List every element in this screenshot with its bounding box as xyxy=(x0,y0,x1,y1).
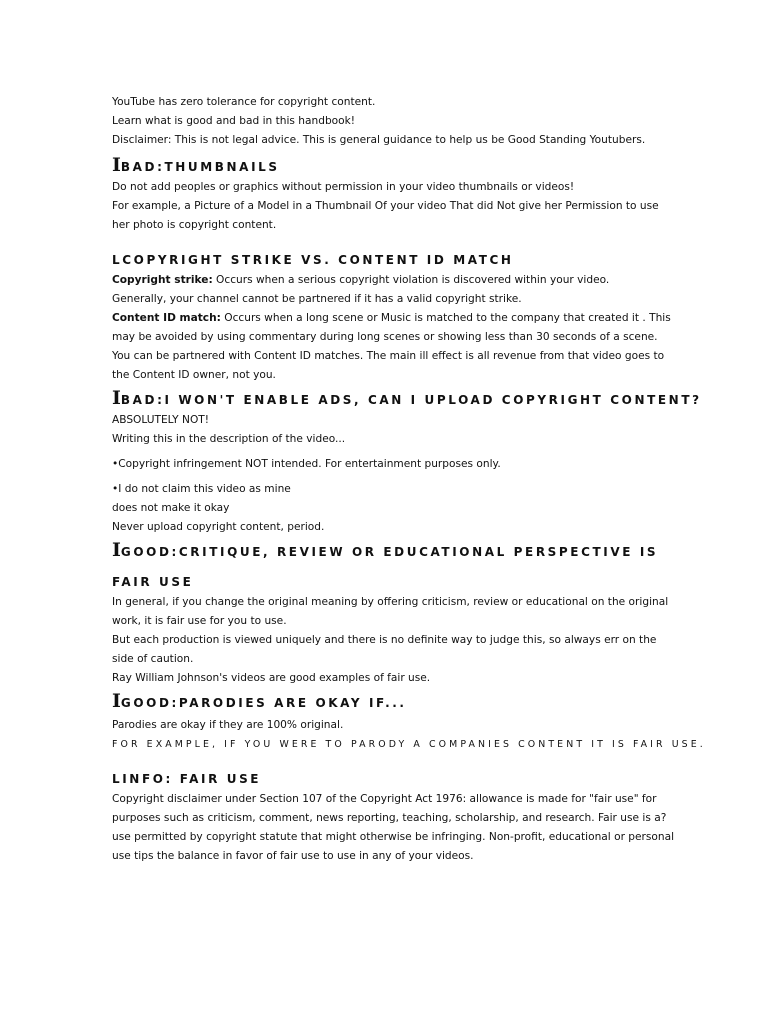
paragraph-line: Copyright disclaimer under Section 107 of the Copyright Act 1976: allowance is made for "fair use" for xyxy=(112,793,657,805)
paragraph-line: the Content ID owner, not you. xyxy=(112,369,276,381)
section-heading xyxy=(112,154,668,178)
paragraph-line: Do not add peoples or graphics without permission in your video thumbnails or videos! xyxy=(112,181,575,193)
section-parodies xyxy=(112,690,706,754)
bullet-line: •I do not claim this video as mine xyxy=(112,483,291,495)
paragraph-line: side of caution. xyxy=(112,653,194,665)
paragraph-line: Writing this in the description of the video... xyxy=(112,433,346,445)
heading-initial: I xyxy=(112,539,121,561)
intro-line: YouTube has zero tolerance for copyright content. xyxy=(112,96,376,108)
paragraph-line xyxy=(112,271,668,290)
heading-text: GOOD:PARODIES ARE OKAY IF... xyxy=(120,696,407,710)
paragraph-line: For example, a Picture of a Model in a Thumbnail Of your video That did Not give her Permission to use xyxy=(112,200,659,212)
paragraph-line: Parodies are okay if they are 100% original. xyxy=(112,719,344,731)
paragraph-line: In general, if you change the original meaning by offering criticism, review or educational on the original xyxy=(112,596,669,608)
paragraph-line: You can be partnered with Content ID matches. The main ill effect is all revenue from that video goes to xyxy=(112,350,665,362)
term-definition: Occurs when a long scene or Music is matched to the company that created it . This xyxy=(220,312,671,324)
section-heading: LCOPYRIGHT STRIKE VS. CONTENT ID MATCH xyxy=(112,253,514,267)
intro-block xyxy=(112,93,668,150)
term-copyright-strike: Copyright strike: xyxy=(112,274,213,286)
paragraph-line: Never upload copyright content, period. xyxy=(112,521,325,533)
paragraph-line: But each production is viewed uniquely and there is no definite way to judge this, so always err on the xyxy=(112,634,657,646)
heading-text: GOOD:CRITIQUE, REVIEW OR EDUCATIONAL PERSPECTIVE IS xyxy=(120,545,659,559)
paragraph-line: use tips the balance in favor of fair use to use in any of your videos. xyxy=(112,850,474,862)
section-critique xyxy=(112,539,668,688)
paragraph-line: Ray William Johnson's videos are good examples of fair use. xyxy=(112,672,431,684)
section-heading: LINFO: FAIR USE xyxy=(112,772,262,786)
intro-line: Learn what is good and bad in this handbook! xyxy=(112,115,356,127)
heading-text: BAD:THUMBNAILS xyxy=(120,160,280,174)
example-line: FOR EXAMPLE, IF YOU WERE TO PARODY A COMPANIES CONTENT IT IS FAIR USE. xyxy=(112,739,706,750)
paragraph-line xyxy=(112,309,671,328)
document-page xyxy=(112,93,706,866)
heading-initial: I xyxy=(112,154,121,176)
bullet-line: •Copyright infringement NOT intended. For entertainment purposes only. xyxy=(112,458,501,470)
intro-line: Disclaimer: This is not legal advice. This is general guidance to help us be Good Standing Youtubers. xyxy=(112,134,646,146)
section-heading-continued: FAIR USE xyxy=(112,575,194,589)
term-content-id-match: Content ID match: xyxy=(112,312,221,324)
paragraph-line: purposes such as criticism, comment, news reporting, teaching, scholarship, and research. Fair use is a? xyxy=(112,812,667,824)
section-strike xyxy=(112,249,671,385)
section-heading xyxy=(112,539,668,563)
heading-initial: I xyxy=(112,387,121,409)
heading-initial: I xyxy=(112,690,121,712)
section-heading xyxy=(112,387,702,411)
paragraph-line: use permitted by copyright statute that might otherwise be infringing. Non-profit, educational or personal xyxy=(112,831,675,843)
paragraph-line: ABSOLUTELY NOT! xyxy=(112,414,209,426)
paragraph-line: her photo is copyright content. xyxy=(112,219,277,231)
section-thumbnails xyxy=(112,154,668,235)
section-ads xyxy=(112,387,702,537)
heading-text: BAD:I WON'T ENABLE ADS, CAN I UPLOAD COPYRIGHT CONTENT? xyxy=(120,393,702,407)
paragraph-line: work, it is fair use for you to use. xyxy=(112,615,287,627)
section-heading xyxy=(112,690,668,714)
term-definition: Occurs when a serious copyright violation is discovered within your video. xyxy=(212,274,610,286)
section-info xyxy=(112,768,675,866)
paragraph-line: does not make it okay xyxy=(112,502,230,514)
paragraph-line: may be avoided by using commentary during long scenes or showing less than 30 seconds of a scene. xyxy=(112,331,658,343)
paragraph-line: Generally, your channel cannot be partnered if it has a valid copyright strike. xyxy=(112,293,522,305)
